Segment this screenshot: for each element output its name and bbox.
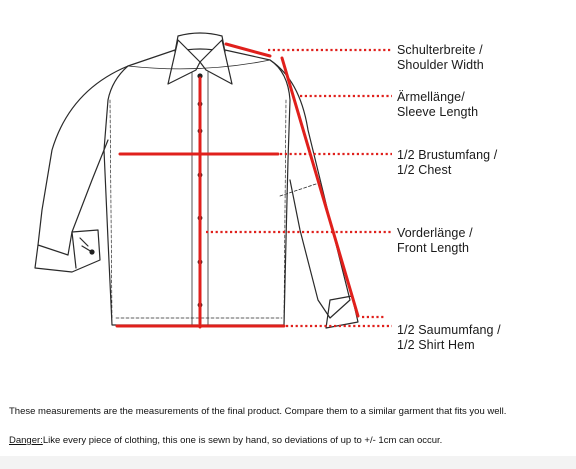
label-line: Vorderlänge / <box>397 226 473 240</box>
label-line: 1/2 Shirt Hem <box>397 338 475 352</box>
label-line: Ärmellänge/ <box>397 90 465 104</box>
label-line: 1/2 Saumumfang / <box>397 323 501 337</box>
measurements-note: These measurements are the measurements of the final product. Compare them to a similar garment that fits you well. <box>9 406 507 417</box>
leader-lines <box>206 50 392 326</box>
label-line: 1/2 Brustumfang / <box>397 148 498 162</box>
danger-text: Like every piece of clothing, this one is sewn by hand, so deviations of up to +/- 1cm can occur. <box>42 435 443 446</box>
label-front-length <box>397 226 473 256</box>
cuff-button-dot <box>89 249 94 254</box>
bottom-strip <box>0 456 576 469</box>
label-line: Sleeve Length <box>397 105 479 119</box>
label-chest <box>397 148 497 178</box>
label-line: 1/2 Chest <box>397 163 452 177</box>
label-line: Front Length <box>397 241 470 255</box>
shoulder-measure-line <box>226 44 270 56</box>
label-line: Shoulder Width <box>397 58 484 72</box>
label-shoulder-width <box>397 43 484 73</box>
danger-word: Danger: <box>9 435 43 446</box>
label-sleeve-length <box>397 90 478 120</box>
danger-note <box>9 435 442 446</box>
label-shirt-hem <box>397 323 501 353</box>
shirt-outline <box>35 33 358 328</box>
label-line: Schulterbreite / <box>397 43 483 57</box>
